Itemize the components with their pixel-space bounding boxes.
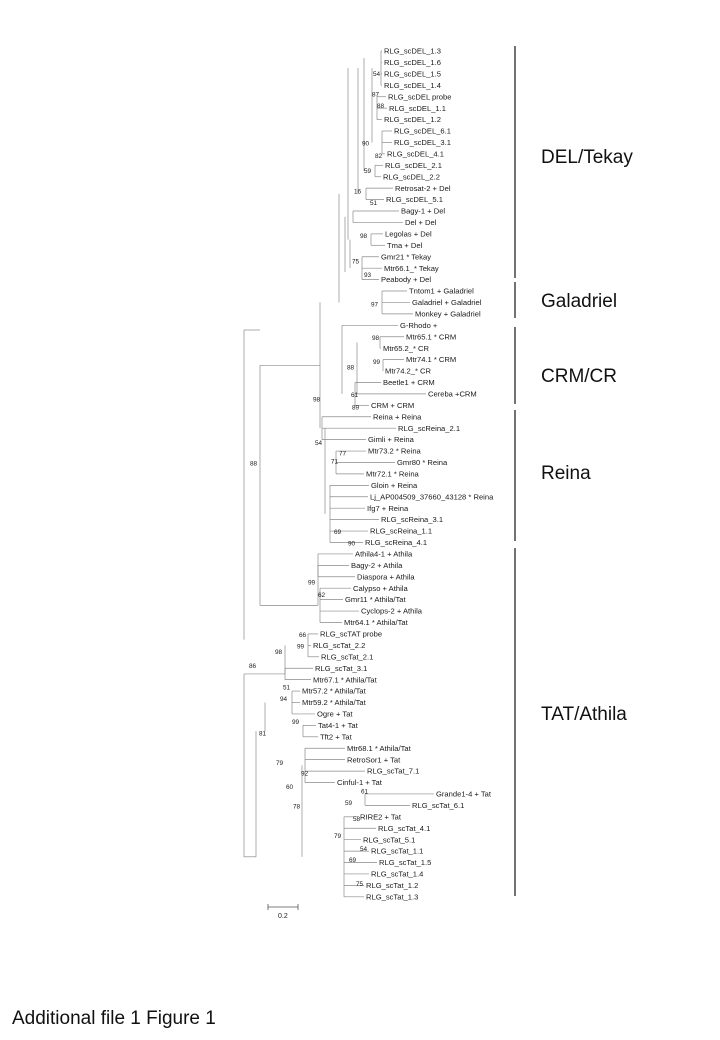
tip-label: Mtr72.1 * Reina [366,469,419,479]
bootstrap-value: 16 [354,188,362,196]
tip-label: RLG_scTat_1.5 [379,858,432,868]
clade-label: Galadriel [541,291,618,312]
tip-label: Ogre + Tat [317,709,353,719]
tip-label: Bagy-2 + Athila [351,560,403,570]
bootstrap-value: 61 [351,392,359,400]
bootstrap-value: 88 [347,364,355,372]
tip-label: Mtr73.2 * Reina [368,446,421,456]
bootstrap-value: 58 [353,816,361,824]
tip-label: Del + Del [405,218,437,228]
figure-caption: Additional file 1 Figure 1 [12,1008,216,1029]
scale-bar [268,904,298,920]
bootstrap-value: 51 [283,684,291,692]
bootstrap-value: 78 [293,803,301,811]
bootstrap-value: 69 [349,857,357,865]
tip-label: Gimli + Reina [368,435,414,445]
tip-label: Legolas + Del [385,229,432,239]
bootstrap-value: 97 [371,301,379,309]
tip-label: RLG_scTat_7.1 [367,766,420,776]
tip-label: RLG_scDEL_5.1 [386,195,443,205]
tip-label: RLG_scDEL_6.1 [394,126,451,136]
tip-label: RLG_scDEL_1.2 [384,115,441,125]
bootstrap-value: 87 [372,91,380,99]
clade-labels [541,147,633,725]
tip-label: RLG_scTat_6.1 [412,800,465,810]
tip-label: Calypso + Athila [353,583,408,593]
tip-label: RLG_scDEL_2.1 [385,160,442,170]
tip-label: RLG_scReina_4.1 [365,538,428,548]
bootstrap-value: 61 [361,788,369,796]
bootstrap-value: 51 [370,200,378,208]
bootstrap-value: 98 [360,233,368,241]
bootstrap-value: 99 [373,358,381,366]
tree-tip-labels [302,47,494,902]
tip-label: Tat4-1 + Tat [318,720,358,730]
tip-label: Beetle1 + CRM [383,378,435,388]
bootstrap-value: 66 [299,632,307,640]
tip-label: RLG_scTat_2.1 [321,652,374,662]
tip-label: Tft2 + Tat [320,732,352,742]
tip-label: Gmr80 * Reina [397,458,448,468]
tip-label: Mtr66.1_* Tekay [384,263,439,273]
bootstrap-value: 71 [331,458,339,466]
tip-label: Reina + Reina [373,412,422,422]
clade-label: CRM/CR [541,366,617,387]
tip-label: RLG_scReina_3.1 [381,515,444,525]
tip-label: Mtr64.1 * Athila/Tat [344,618,408,628]
bootstrap-value: 75 [352,258,360,266]
tip-label: Gmr11 * Athila/Tat [345,595,406,605]
bootstrap-value: 98 [372,334,380,342]
bootstrap-value: 79 [276,760,284,768]
tip-label: Mtr67.1 * Athila/Tat [313,675,377,685]
tip-label: Retrosat-2 + Del [395,183,451,193]
bootstrap-value: 59 [364,168,372,176]
tip-label: RLG_scDEL_1.1 [389,103,446,113]
bootstrap-value: 77 [339,450,347,458]
tip-label: RetroSor1 + Tat [347,755,401,765]
tip-label: Mtr74.1 * CRM [406,355,457,365]
tip-label: RIRE2 + Tat [360,812,402,822]
tip-label: Cyclops-2 + Athila [361,606,422,616]
bootstrap-value: 62 [318,592,326,600]
bootstrap-value: 88 [250,460,258,468]
bootstrap-value: 86 [249,662,257,670]
tip-label: Gloin + Reina [371,480,418,490]
tip-label: RLG_scTat_1.2 [366,880,419,890]
tip-label: CRM + CRM [371,400,415,410]
tip-label: RLG_scTat_1.4 [371,869,424,879]
tip-label: RLG_scReina_1.1 [370,526,433,536]
tip-label: Cereba +CRM [428,389,477,399]
bootstrap-value: 99 [297,643,305,651]
tip-label: RLG_scTAT probe [320,629,383,639]
bootstrap-value: 59 [345,800,353,808]
bootstrap-value: 98 [313,396,321,404]
tip-label: Athila4-1 + Athila [355,549,413,559]
tip-label: RLG_scDEL_1.4 [384,80,441,90]
bootstrap-value: 69 [334,529,342,537]
tip-label: Mtr68.1 * Athila/Tat [347,743,411,753]
tip-label: RLG_scDEL probe [388,92,452,102]
bootstrap-value: 75 [356,881,364,889]
tip-label: Gmr21 * Tekay [381,252,432,262]
bootstrap-value: 90 [348,540,356,548]
clade-label: DEL/Tekay [541,147,633,168]
bootstrap-value: 98 [275,649,283,657]
bootstrap-value: 94 [280,696,288,704]
tip-label: Mtr59.2 * Athila/Tat [302,698,366,708]
tip-label: Monkey + Galadriel [415,309,481,319]
tip-label: Bagy-1 + Del [401,206,446,216]
tip-label: RLG_scTat_4.1 [378,823,431,833]
bootstrap-value: 93 [364,272,372,280]
bootstrap-value: 89 [352,404,360,412]
tip-label: RLG_scDEL_1.6 [384,58,441,68]
tip-label: Cinful-1 + Tat [337,778,382,788]
bootstrap-value: 88 [377,102,385,110]
tip-label: RLG_scTat_2.2 [313,640,366,650]
tip-label: Peabody + Del [381,275,432,285]
bootstrap-value: 79 [334,833,342,841]
tip-label: RLG_scReina_2.1 [398,423,461,433]
tip-label: Tma + Del [387,240,423,250]
tip-label: Tntom1 + Galadriel [409,286,474,296]
bootstrap-value: 60 [286,784,294,792]
bootstrap-value: 99 [308,579,316,587]
bootstrap-value: 82 [375,153,383,161]
bootstrap-value: 54 [315,440,323,448]
tip-label: RLG_scDEL_3.1 [394,138,451,148]
bootstrap-value: 90 [362,140,370,148]
tip-label: Diaspora + Athila [357,572,415,582]
tip-label: Grande1-4 + Tat [436,789,491,799]
bootstrap-value: 81 [259,730,267,738]
tip-label: RLG_scDEL_4.1 [387,149,444,159]
tip-label: Galadriel + Galadriel [412,298,482,308]
tip-label: RLG_scTat_5.1 [363,835,416,845]
tip-label: G-Rhodo + [400,320,438,330]
tip-label: RLG_scTat_1.1 [371,846,424,856]
scale-bar-label: 0.2 [278,913,288,920]
tip-label: RLG_scTat_3.1 [315,663,368,673]
bootstrap-value: 99 [292,718,300,726]
tip-label: RLG_scDEL_1.3 [384,46,441,56]
bootstrap-value: 54 [360,845,368,853]
tip-label: Mtr65.1 * CRM [406,332,457,342]
bootstrap-value: 54 [373,70,381,78]
tip-label: Ifg7 + Reina [367,503,409,513]
tip-label: RLG_scDEL_2.2 [383,172,440,182]
tip-label: Lj_AP004509_37660_43128 * Reina [370,492,494,502]
tip-label: Mtr74.2_* CR [385,366,432,376]
tip-label: RLG_scDEL_1.5 [384,69,441,79]
tip-label: Mtr65.2_* CR [383,343,430,353]
tip-label: RLG_scTat_1.3 [366,892,419,902]
bootstrap-labels [249,71,385,888]
clade-label: Reina [541,463,591,484]
clade-label: TAT/Athila [541,704,627,725]
bootstrap-value: 92 [301,770,309,778]
tip-label: Mtr57.2 * Athila/Tat [302,686,366,696]
